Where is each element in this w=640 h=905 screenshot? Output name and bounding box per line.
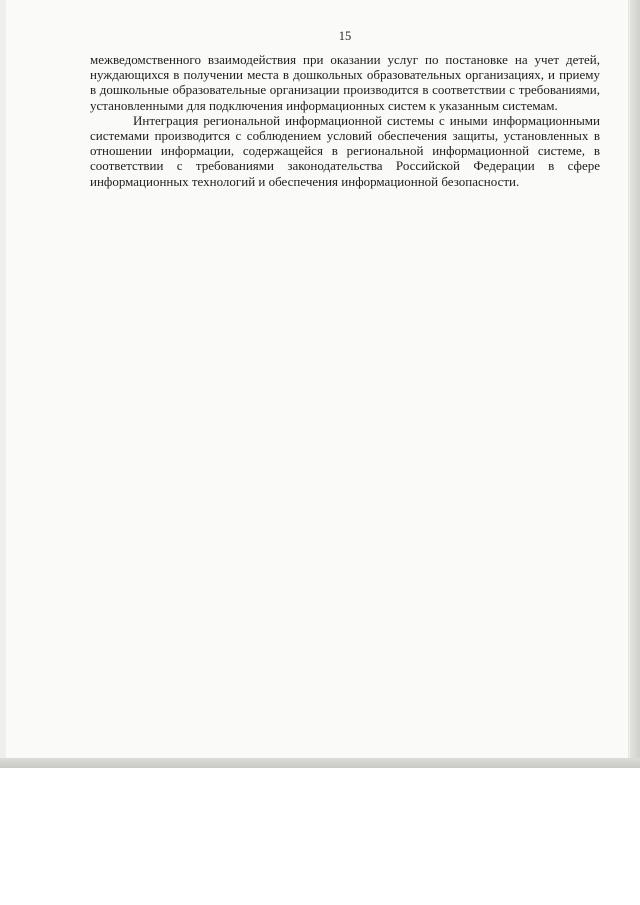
scan-edge-bottom	[0, 758, 640, 768]
paragraph-integration: Интеграция региональной информационной системы с иными информационными системами производится с соблюдением условий обеспечения защиты, установленных в отношении информации, содержащейся в региональной информационной системе, в соответствии с требованиями законодательства Российской Федерации в сфере информационных технологий и обеспечения информационной безопасности.	[90, 112, 600, 189]
scan-edge-right	[630, 0, 640, 768]
document-body	[90, 52, 600, 189]
paragraph-continuation: межведомственного взаимодействия при оказании услуг по постановке на учет детей, нуждающихся в получении места в дошкольных образовательных организациях, и приему в дошкольные образовательные организации производится в соответствии с требованиями, установленными для подключения информационных систем к указанным системам.	[90, 52, 600, 113]
page-number: 15	[338, 29, 352, 43]
